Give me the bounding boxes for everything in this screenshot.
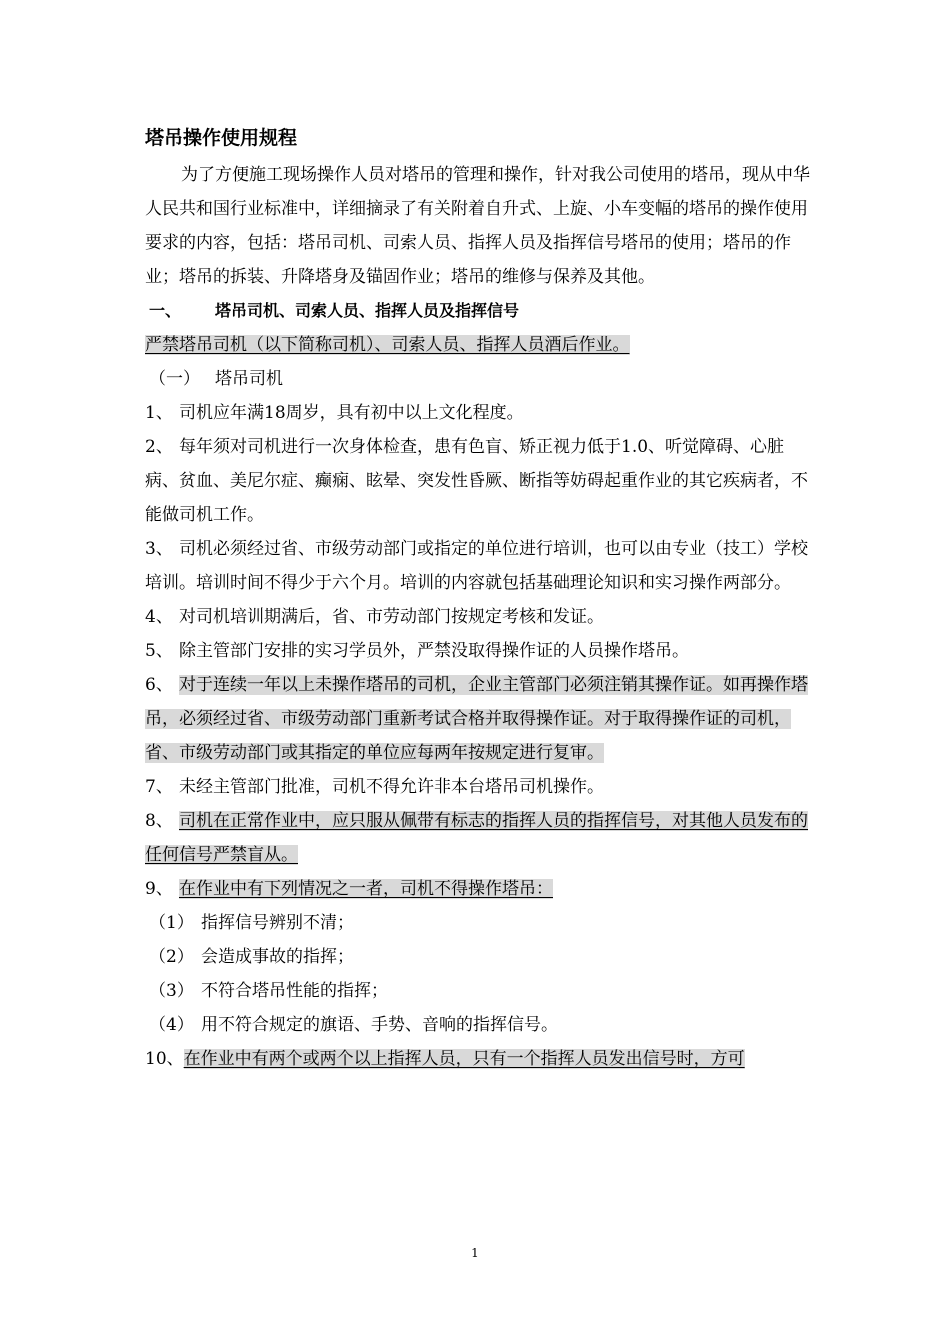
list-item-7 [145, 770, 810, 804]
ban-paragraph [145, 328, 810, 362]
item-text-highlighted: 对于连续一年以上未操作塔吊的司机，企业主管部门必须注销其操作证。如再操作塔吊，必须经过省、市级劳动部门重新考试合格并取得操作证。对于取得操作证的司机，省、市级劳动部门或其指定的单位应每两年按规定进行复审。 [145, 675, 808, 763]
item-text: 司机必须经过省、市级劳动部门或指定的单位进行培训，也可以由专业（技工）学校培训。培训时间不得少于六个月。培训的内容就包括基础理论知识和实习操作两部分。 [145, 539, 808, 593]
section-heading-1 [145, 294, 810, 328]
sub-item-number: （3） [149, 981, 194, 1001]
list-item-8 [145, 804, 810, 872]
item-number: 10、 [145, 1049, 184, 1069]
subsection-number: （一） [149, 369, 200, 389]
sub-item-text: 指挥信号辨别不清； [201, 913, 354, 933]
document-title: 塔吊操作使用规程 [145, 127, 298, 149]
item-number: 5、 [145, 641, 173, 661]
list-item-1 [145, 396, 810, 430]
item-number: 1、 [145, 403, 173, 423]
list-item-10 [145, 1042, 810, 1076]
section-title: 塔吊司机、司索人员、指挥人员及指挥信号 [215, 301, 520, 320]
highlighted-text: 严禁塔吊司机（以下简称司机）、司索人员、指挥人员酒后作业。 [145, 335, 630, 355]
section-number: 一、 [149, 301, 182, 320]
list-item-2 [145, 430, 810, 532]
sub-item-number: （4） [149, 1015, 194, 1035]
item-text: 对司机培训期满后，省、市劳动部门按规定考核和发证。 [179, 607, 604, 627]
list-item-6 [145, 668, 810, 770]
item-number: 3、 [145, 539, 173, 559]
sub-item-1 [145, 906, 810, 940]
item-number: 9、 [145, 879, 173, 899]
sub-item-text: 不符合塔吊性能的指挥； [201, 981, 388, 1001]
sub-item-text: 会造成事故的指挥； [201, 947, 354, 967]
item-text: 未经主管部门批准，司机不得允许非本台塔吊司机操作。 [179, 777, 604, 797]
item-text: 除主管部门安排的实习学员外，严禁没取得操作证的人员操作塔吊。 [179, 641, 689, 661]
list-item-3 [145, 532, 810, 600]
list-item-5 [145, 634, 810, 668]
page-number: 1 [471, 1246, 479, 1260]
item-text: 司机应年满18周岁，具有初中以上文化程度。 [179, 403, 524, 423]
item-number: 7、 [145, 777, 173, 797]
subsection-title: 塔吊司机 [215, 369, 283, 389]
list-item-9 [145, 872, 810, 906]
sub-item-2 [145, 940, 810, 974]
sub-item-number: （2） [149, 947, 194, 967]
list-item-4 [145, 600, 810, 634]
item-number: 6、 [145, 675, 173, 695]
item-number: 4、 [145, 607, 173, 627]
subsection-heading-1 [145, 362, 810, 396]
sub-item-3 [145, 974, 810, 1008]
item-text: 每年须对司机进行一次身体检查，患有色盲、矫正视力低于1.0、听觉障碍、心脏病、贫血、美尼尔症、癫痫、眩晕、突发性昏厥、断指等妨碍起重作业的其它疾病者，不能做司机工作。 [145, 437, 808, 525]
item-number: 2、 [145, 437, 173, 457]
sub-item-4 [145, 1008, 810, 1042]
item-text-highlighted: 在作业中有下列情况之一者，司机不得操作塔吊： [179, 879, 553, 899]
item-text-highlighted: 在作业中有两个或两个以上指挥人员，只有一个指挥人员发出信号时，方可 [183, 1049, 745, 1069]
intro-paragraph: 为了方便施工现场操作人员对塔吊的管理和操作，针对我公司使用的塔吊，现从中华人民共和国行业标准中，详细摘录了有关附着自升式、上旋、小车变幅的塔吊的操作使用要求的内容，包括：塔吊司机、司索人员、指挥人员及指挥信号塔吊的使用；塔吊的作业；塔吊的拆装、升降塔身及锚固作业；塔吊的维修与保养及其他。 [145, 165, 810, 287]
item-number: 8、 [145, 811, 173, 831]
document-body [145, 118, 810, 1076]
item-text-highlighted: 司机在正常作业中，应只服从佩带有标志的指挥人员的指挥信号，对其他人员发布的任何信号严禁盲从。 [145, 811, 808, 865]
sub-item-number: （1） [149, 913, 194, 933]
sub-item-text: 用不符合规定的旗语、手势、音响的指挥信号。 [201, 1015, 558, 1035]
